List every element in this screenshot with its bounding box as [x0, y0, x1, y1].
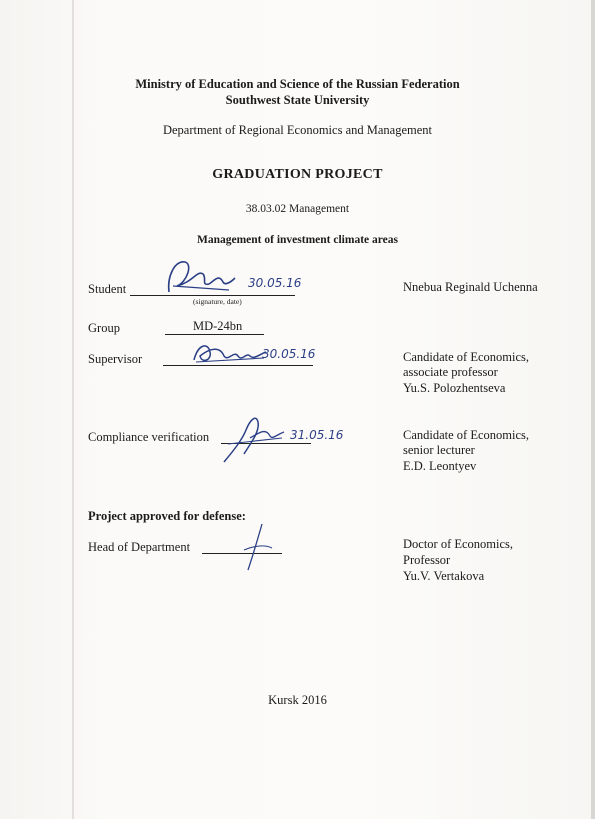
- student-date: 30.05.16: [248, 276, 302, 290]
- student-name: Nnebua Reginald Uchenna: [403, 280, 538, 294]
- head-degree: Doctor of Economics,: [403, 537, 514, 551]
- group-value: MD-24bn: [165, 319, 264, 335]
- head-position: Professor: [403, 553, 451, 567]
- supervisor-label: Supervisor: [88, 352, 143, 366]
- signature-hint: (signature, date): [193, 297, 242, 306]
- ministry-heading: Ministry of Education and Science of the Russian Federation: [135, 77, 460, 91]
- compliance-signature: [220, 410, 290, 472]
- supervisor-position: associate professor: [403, 365, 498, 379]
- student-signature: [163, 256, 243, 300]
- compliance-position: senior lecturer: [403, 443, 475, 457]
- head-signature: [238, 518, 278, 574]
- supervisor-name: Yu.S. Polozhentseva: [403, 381, 506, 395]
- project-topic: Management of investment climate areas: [197, 234, 398, 246]
- supervisor-degree: Candidate of Economics,: [403, 350, 530, 364]
- group-value-wrap: [165, 319, 264, 335]
- approval-label: Project approved for defense:: [88, 509, 246, 523]
- program-code: 38.03.02 Management: [245, 203, 350, 215]
- document-title: GRADUATION PROJECT: [212, 167, 383, 182]
- compliance-degree: Candidate of Economics,: [403, 428, 530, 442]
- department-heading: Department of Regional Economics and Management: [162, 123, 432, 137]
- head-name: Yu.V. Vertakova: [403, 569, 485, 583]
- university-heading: Southwest State University: [225, 93, 370, 107]
- city-year: Kursk 2016: [268, 693, 327, 707]
- compliance-label: Compliance verification: [88, 430, 210, 444]
- supervisor-signature: [190, 338, 270, 370]
- group-label: Group: [88, 321, 120, 335]
- supervisor-date: 30.05.16: [262, 347, 316, 361]
- compliance-date: 31.05.16: [290, 428, 344, 442]
- compliance-name: E.D. Leontyev: [403, 459, 477, 473]
- head-label: Head of Department: [88, 540, 191, 554]
- student-label: Student: [88, 282, 127, 296]
